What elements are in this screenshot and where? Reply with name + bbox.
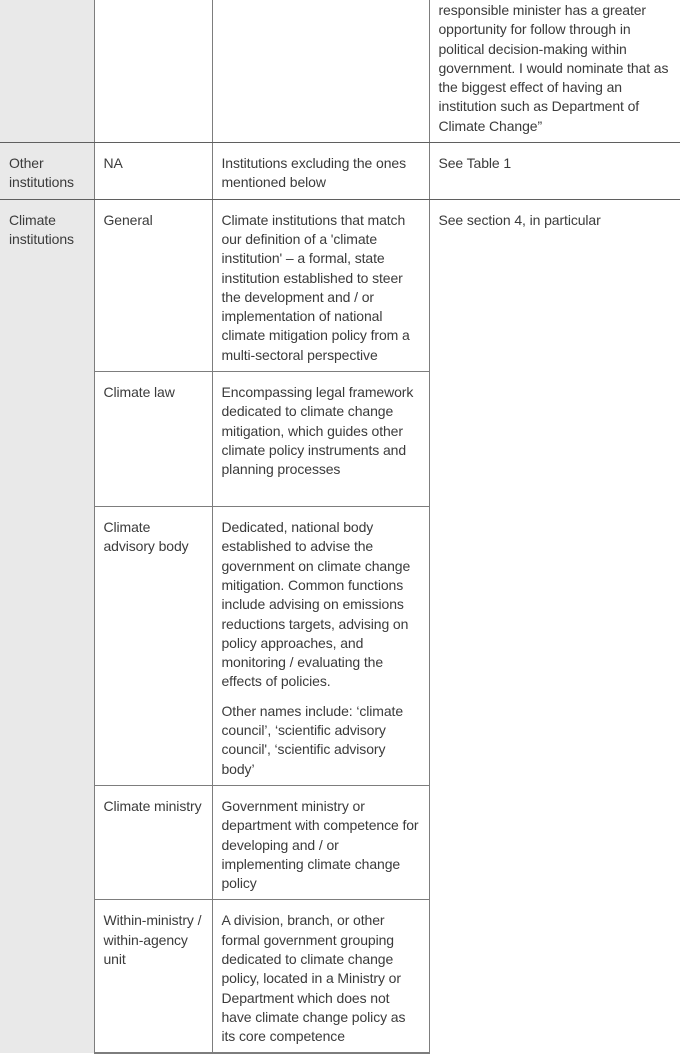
notes-cell-quote: responsible minister has a greater opportunity for follow through in political decision-making within government. I would nominate that as the biggest effect of having an institution such as Department of Climate Change” (429, 0, 680, 143)
type-cell-empty (94, 0, 212, 143)
type-cell: Within-ministry / within-agency unit (94, 900, 212, 1054)
definition-cell: Government ministry or department with competence for developing and / or implementing climate change policy (212, 785, 429, 899)
notes-cell: See Table 1 (429, 143, 680, 200)
table-row-continuation (0, 0, 680, 143)
type-cell: Climate law (94, 372, 212, 507)
notes-cell-climate-institutions: See section 4, in particular (429, 199, 680, 1053)
table-row-other-institutions (0, 143, 680, 200)
type-cell: General (94, 199, 212, 371)
category-cell-empty (0, 0, 94, 143)
type-cell: NA (94, 143, 212, 200)
definition-paragraph: Dedicated, national body established to advise the government on climate change mitigation. Common functions include advising on emissions reductions targets, advising on policy approaches, and monitoring / evaluating the effects of policies. (221, 519, 411, 690)
definition-paragraph: Other names include: ‘climate council’, ‘scientific advisory council', ‘scientific advisory body’ (221, 702, 404, 777)
table-row-general (0, 199, 680, 371)
type-cell: Climate ministry (94, 785, 212, 899)
definition-cell (212, 507, 429, 786)
definition-cell: A division, branch, or other formal government grouping dedicated to climate change policy, located in a Ministry or Department which does not have climate change policy as its core competence (212, 900, 429, 1054)
definition-cell: Encompassing legal framework dedicated to climate change mitigation, which guides other climate policy instruments and planning processes (212, 372, 429, 507)
type-cell: Climate advisory body (94, 507, 212, 786)
definition-cell: Institutions excluding the ones mentioned below (212, 143, 429, 200)
category-cell: Other institutions (0, 143, 94, 200)
definition-cell-empty (212, 0, 429, 143)
definition-cell: Climate institutions that match our definition of a 'climate institution' – a formal, state institution established to steer the development and / or implementation of national climate mitigation policy from a multi-sectoral perspective (212, 199, 429, 371)
category-cell-climate-institutions: Climate institutions (0, 199, 94, 1053)
